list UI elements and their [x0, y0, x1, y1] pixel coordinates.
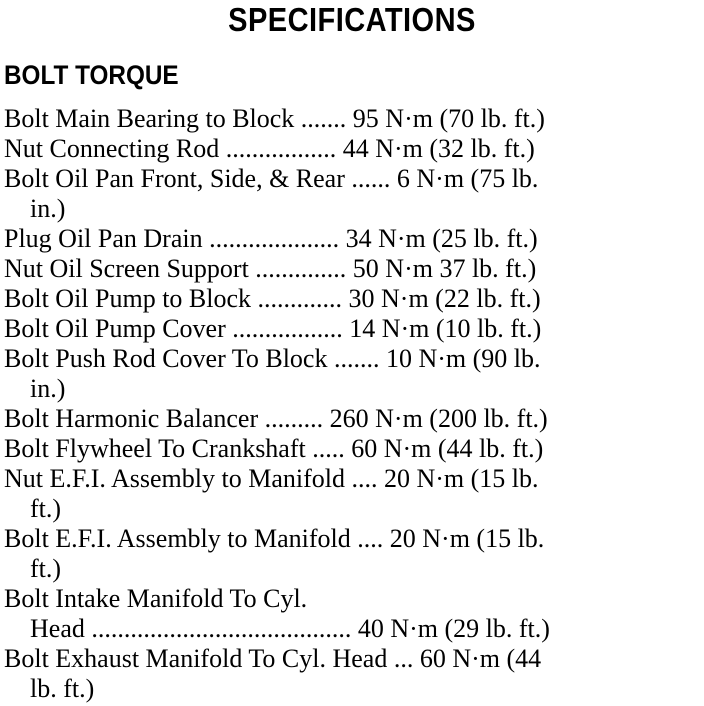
spec-line: Plug Oil Pan Drain .................... 34 N·m (25 lb. ft.) — [4, 224, 538, 253]
spec-line: Bolt Oil Pump Cover ................. 14 N·m (10 lb. ft.) — [4, 314, 542, 343]
spec-line: Bolt Oil Pan Front, Side, & Rear ...... 6 N·m (75 lb. — [4, 164, 539, 193]
spec-line: Bolt Exhaust Manifold To Cyl. Head ... 60 N·m (44 — [4, 644, 542, 673]
spec-line-continuation: in.) — [30, 374, 66, 403]
spec-line-continuation: ft.) — [30, 554, 62, 583]
spec-line: Bolt E.F.I. Assembly to Manifold .... 20 N·m (15 lb. — [4, 524, 545, 553]
spec-line: Bolt Main Bearing to Block ....... 95 N·m (70 lb. ft.) — [4, 104, 545, 133]
spec-line: Nut Oil Screen Support .............. 50 N·m 37 lb. ft.) — [4, 254, 537, 283]
spec-line-continuation: ft.) — [30, 494, 62, 523]
spec-line: Nut E.F.I. Assembly to Manifold .... 20 N·m (15 lb. — [4, 464, 539, 493]
spec-line: Bolt Flywheel To Crankshaft ..... 60 N·m (44 lb. ft.) — [4, 434, 544, 463]
spec-line-continuation: in.) — [30, 194, 66, 223]
spec-line-continuation: lb. ft.) — [30, 674, 95, 703]
spec-line: Nut Connecting Rod ................. 44 N·m (32 lb. ft.) — [4, 134, 535, 163]
spec-line: Bolt Harmonic Balancer ......... 260 N·m (200 lb. ft.) — [4, 404, 548, 433]
spec-line: Bolt Intake Manifold To Cyl. — [4, 584, 308, 613]
page-title: SPECIFICATIONS — [228, 1, 476, 38]
torque-list — [0, 104, 704, 704]
section-heading: BOLT TORQUE — [4, 60, 179, 90]
spec-line: Bolt Push Rod Cover To Block ....... 10 N·m (90 lb. — [4, 344, 541, 373]
spec-line-continuation: Head ........................................ 40 N·m (29 lb. ft.) — [30, 614, 550, 643]
spec-line: Bolt Oil Pump to Block ............. 30 N·m (22 lb. ft.) — [4, 284, 541, 313]
